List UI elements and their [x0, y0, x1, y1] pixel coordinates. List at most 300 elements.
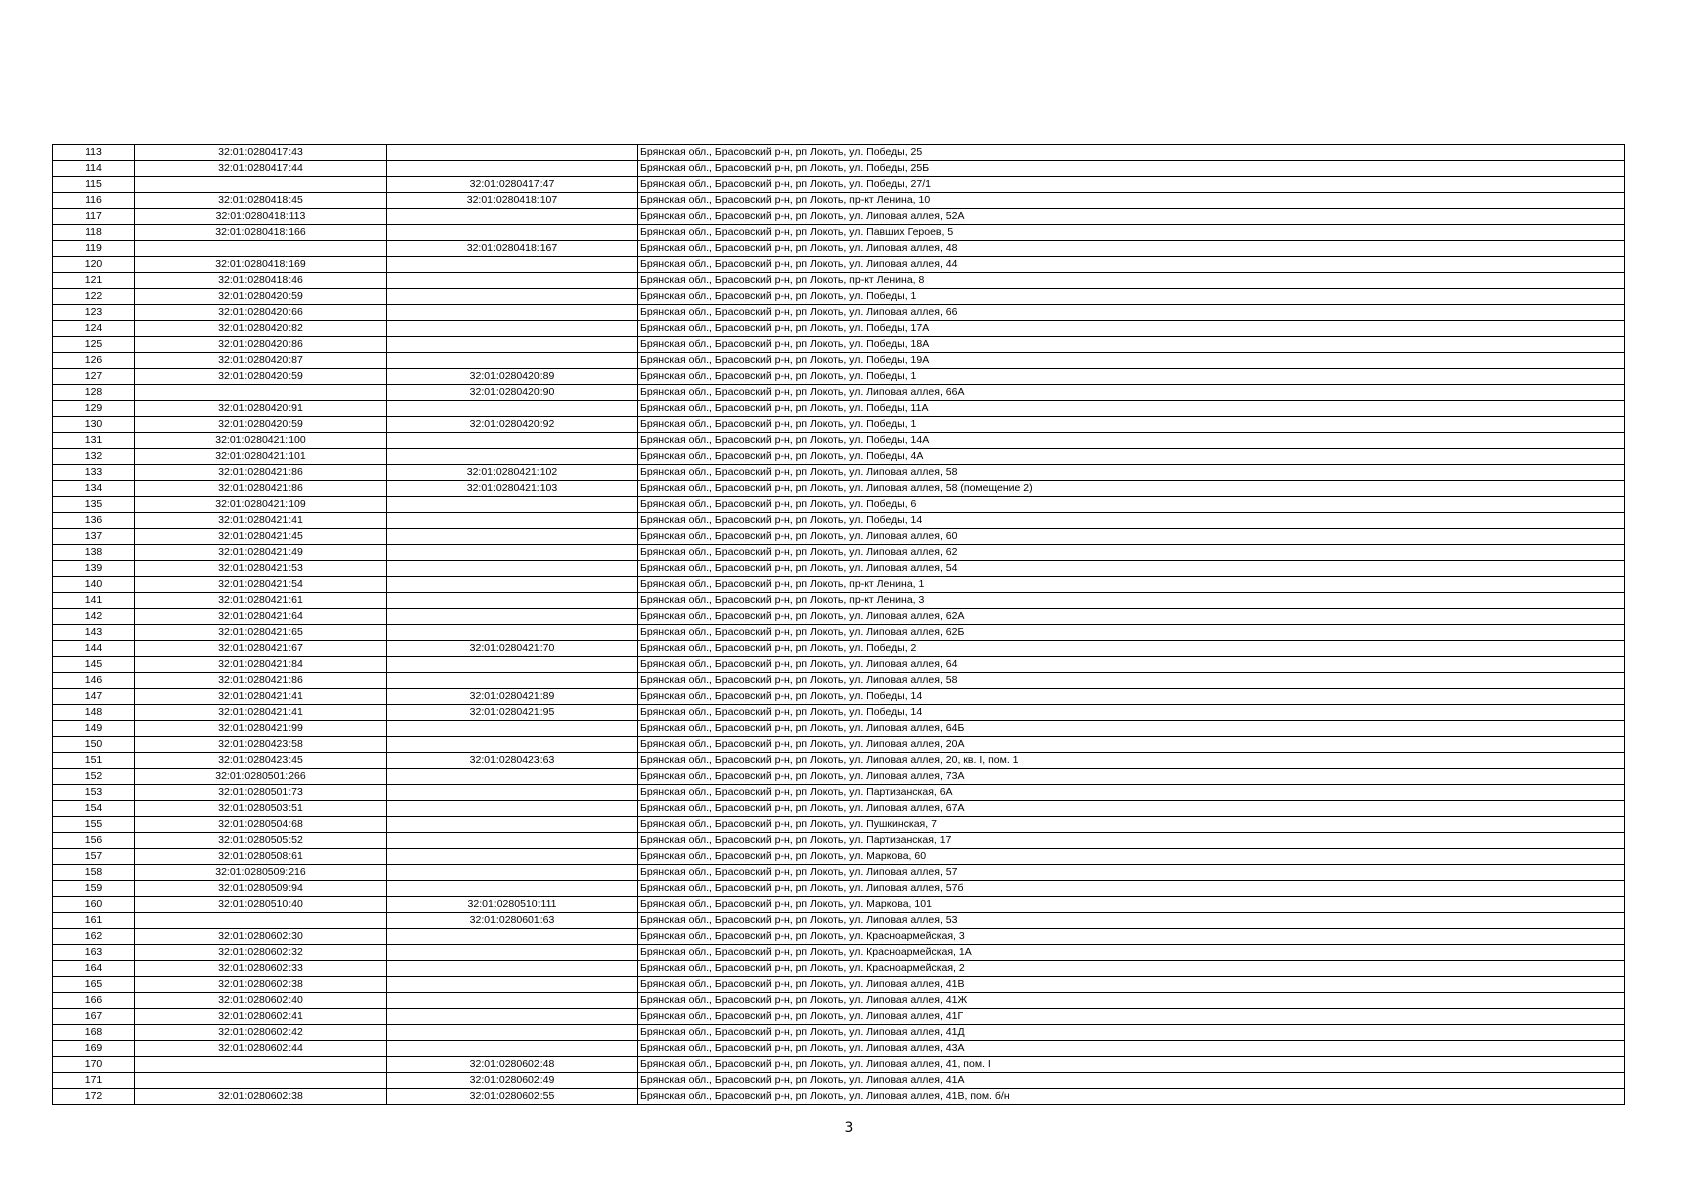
- address-cell: Брянская обл., Брасовский р-н, рп Локоть, ул. Красноармейская, 3: [638, 929, 1625, 945]
- land-plot-cadastral-number-cell: 32:01:0280421:61: [135, 593, 387, 609]
- building-cadastral-number-cell: [387, 849, 638, 865]
- table-row: [53, 769, 1625, 785]
- table-row: [53, 945, 1625, 961]
- row-number-cell: 140: [53, 577, 135, 593]
- table-row: [53, 1073, 1625, 1089]
- building-cadastral-number-cell: [387, 433, 638, 449]
- address-cell: Брянская обл., Брасовский р-н, рп Локоть, ул. Липовая аллея, 57б: [638, 881, 1625, 897]
- address-cell: Брянская обл., Брасовский р-н, рп Локоть, ул. Победы, 14: [638, 513, 1625, 529]
- land-plot-cadastral-number-cell: 32:01:0280421:109: [135, 497, 387, 513]
- address-cell: Брянская обл., Брасовский р-н, рп Локоть, ул. Липовая аллея, 58: [638, 673, 1625, 689]
- building-cadastral-number-cell: 32:01:0280423:63: [387, 753, 638, 769]
- table-row: [53, 625, 1625, 641]
- address-cell: Брянская обл., Брасовский р-н, рп Локоть, ул. Липовая аллея, 41Г: [638, 1009, 1625, 1025]
- table-row: [53, 1025, 1625, 1041]
- building-cadastral-number-cell: [387, 609, 638, 625]
- table-row: [53, 801, 1625, 817]
- row-number-cell: 133: [53, 465, 135, 481]
- table-row: [53, 721, 1625, 737]
- row-number-cell: 123: [53, 305, 135, 321]
- table-row: [53, 257, 1625, 273]
- building-cadastral-number-cell: 32:01:0280421:103: [387, 481, 638, 497]
- land-plot-cadastral-number-cell: 32:01:0280602:42: [135, 1025, 387, 1041]
- building-cadastral-number-cell: 32:01:0280601:63: [387, 913, 638, 929]
- building-cadastral-number-cell: [387, 657, 638, 673]
- row-number-cell: 146: [53, 673, 135, 689]
- table-row: [53, 833, 1625, 849]
- table-row: [53, 577, 1625, 593]
- address-cell: Брянская обл., Брасовский р-н, рп Локоть, ул. Победы, 27/1: [638, 177, 1625, 193]
- land-plot-cadastral-number-cell: 32:01:0280420:91: [135, 401, 387, 417]
- building-cadastral-number-cell: [387, 337, 638, 353]
- table-body: [53, 145, 1625, 1105]
- land-plot-cadastral-number-cell: 32:01:0280508:61: [135, 849, 387, 865]
- row-number-cell: 143: [53, 625, 135, 641]
- address-cell: Брянская обл., Брасовский р-н, рп Локоть, ул. Победы, 1: [638, 289, 1625, 305]
- table-row: [53, 481, 1625, 497]
- row-number-cell: 148: [53, 705, 135, 721]
- table-row: [53, 849, 1625, 865]
- row-number-cell: 162: [53, 929, 135, 945]
- row-number-cell: 166: [53, 993, 135, 1009]
- table-row: [53, 641, 1625, 657]
- row-number-cell: 153: [53, 785, 135, 801]
- address-cell: Брянская обл., Брасовский р-н, рп Локоть, ул. Победы, 4А: [638, 449, 1625, 465]
- building-cadastral-number-cell: [387, 401, 638, 417]
- row-number-cell: 150: [53, 737, 135, 753]
- building-cadastral-number-cell: [387, 977, 638, 993]
- table-row: [53, 753, 1625, 769]
- building-cadastral-number-cell: [387, 257, 638, 273]
- address-cell: Брянская обл., Брасовский р-н, рп Локоть, ул. Липовая аллея, 62А: [638, 609, 1625, 625]
- row-number-cell: 168: [53, 1025, 135, 1041]
- address-cell: Брянская обл., Брасовский р-н, рп Локоть, ул. Липовая аллея, 66: [638, 305, 1625, 321]
- row-number-cell: 164: [53, 961, 135, 977]
- building-cadastral-number-cell: [387, 801, 638, 817]
- address-cell: Брянская обл., Брасовский р-н, рп Локоть, ул. Липовая аллея, 48: [638, 241, 1625, 257]
- address-cell: Брянская обл., Брасовский р-н, рп Локоть, ул. Победы, 1: [638, 369, 1625, 385]
- address-cell: Брянская обл., Брасовский р-н, рп Локоть, ул. Липовая аллея, 20, кв. I, пом. 1: [638, 753, 1625, 769]
- land-plot-cadastral-number-cell: [135, 1073, 387, 1089]
- table-row: [53, 817, 1625, 833]
- row-number-cell: 131: [53, 433, 135, 449]
- building-cadastral-number-cell: 32:01:0280417:47: [387, 177, 638, 193]
- land-plot-cadastral-number-cell: 32:01:0280504:68: [135, 817, 387, 833]
- building-cadastral-number-cell: 32:01:0280421:102: [387, 465, 638, 481]
- table-row: [53, 609, 1625, 625]
- building-cadastral-number-cell: [387, 945, 638, 961]
- building-cadastral-number-cell: [387, 865, 638, 881]
- land-plot-cadastral-number-cell: 32:01:0280421:86: [135, 481, 387, 497]
- table-row: [53, 1057, 1625, 1073]
- land-plot-cadastral-number-cell: 32:01:0280421:100: [135, 433, 387, 449]
- address-cell: Брянская обл., Брасовский р-н, рп Локоть, ул. Победы, 17А: [638, 321, 1625, 337]
- address-cell: Брянская обл., Брасовский р-н, рп Локоть, ул. Липовая аллея, 66А: [638, 385, 1625, 401]
- row-number-cell: 158: [53, 865, 135, 881]
- table-row: [53, 785, 1625, 801]
- land-plot-cadastral-number-cell: [135, 913, 387, 929]
- building-cadastral-number-cell: [387, 353, 638, 369]
- row-number-cell: 126: [53, 353, 135, 369]
- table-row: [53, 977, 1625, 993]
- address-cell: Брянская обл., Брасовский р-н, рп Локоть, ул. Липовая аллея, 43А: [638, 1041, 1625, 1057]
- address-cell: Брянская обл., Брасовский р-н, рп Локоть, ул. Липовая аллея, 41Ж: [638, 993, 1625, 1009]
- land-plot-cadastral-number-cell: 32:01:0280505:52: [135, 833, 387, 849]
- building-cadastral-number-cell: [387, 209, 638, 225]
- row-number-cell: 152: [53, 769, 135, 785]
- table-row: [53, 321, 1625, 337]
- land-plot-cadastral-number-cell: 32:01:0280421:67: [135, 641, 387, 657]
- row-number-cell: 120: [53, 257, 135, 273]
- land-plot-cadastral-number-cell: 32:01:0280417:43: [135, 145, 387, 161]
- table-row: [53, 401, 1625, 417]
- land-plot-cadastral-number-cell: 32:01:0280418:169: [135, 257, 387, 273]
- row-number-cell: 134: [53, 481, 135, 497]
- land-plot-cadastral-number-cell: 32:01:0280509:94: [135, 881, 387, 897]
- address-cell: Брянская обл., Брасовский р-н, рп Локоть, ул. Маркова, 101: [638, 897, 1625, 913]
- table-row: [53, 993, 1625, 1009]
- building-cadastral-number-cell: [387, 545, 638, 561]
- table-row: [53, 929, 1625, 945]
- table-row: [53, 865, 1625, 881]
- land-plot-cadastral-number-cell: 32:01:0280421:64: [135, 609, 387, 625]
- address-cell: Брянская обл., Брасовский р-н, рп Локоть, ул. Победы, 11А: [638, 401, 1625, 417]
- land-plot-cadastral-number-cell: 32:01:0280602:41: [135, 1009, 387, 1025]
- land-plot-cadastral-number-cell: 32:01:0280503:51: [135, 801, 387, 817]
- table-row: [53, 961, 1625, 977]
- table-row: [53, 561, 1625, 577]
- land-plot-cadastral-number-cell: 32:01:0280420:87: [135, 353, 387, 369]
- building-cadastral-number-cell: 32:01:0280418:167: [387, 241, 638, 257]
- table-row: [53, 337, 1625, 353]
- row-number-cell: 147: [53, 689, 135, 705]
- address-cell: Брянская обл., Брасовский р-н, рп Локоть, ул. Маркова, 60: [638, 849, 1625, 865]
- building-cadastral-number-cell: [387, 961, 638, 977]
- building-cadastral-number-cell: 32:01:0280602:48: [387, 1057, 638, 1073]
- building-cadastral-number-cell: [387, 305, 638, 321]
- row-number-cell: 132: [53, 449, 135, 465]
- address-cell: Брянская обл., Брасовский р-н, рп Локоть, пр-кт Ленина, 3: [638, 593, 1625, 609]
- land-plot-cadastral-number-cell: 32:01:0280501:73: [135, 785, 387, 801]
- row-number-cell: 156: [53, 833, 135, 849]
- building-cadastral-number-cell: [387, 1025, 638, 1041]
- address-cell: Брянская обл., Брасовский р-н, рп Локоть, ул. Липовая аллея, 64Б: [638, 721, 1625, 737]
- building-cadastral-number-cell: [387, 785, 638, 801]
- building-cadastral-number-cell: [387, 769, 638, 785]
- building-cadastral-number-cell: [387, 673, 638, 689]
- land-plot-cadastral-number-cell: 32:01:0280421:49: [135, 545, 387, 561]
- building-cadastral-number-cell: 32:01:0280420:92: [387, 417, 638, 433]
- address-cell: Брянская обл., Брасовский р-н, рп Локоть, ул. Липовая аллея, 73А: [638, 769, 1625, 785]
- land-plot-cadastral-number-cell: 32:01:0280420:59: [135, 289, 387, 305]
- land-plot-cadastral-number-cell: 32:01:0280417:44: [135, 161, 387, 177]
- cadastral-registry-table: [52, 144, 1625, 1105]
- building-cadastral-number-cell: [387, 529, 638, 545]
- land-plot-cadastral-number-cell: 32:01:0280602:33: [135, 961, 387, 977]
- row-number-cell: 165: [53, 977, 135, 993]
- table-row: [53, 273, 1625, 289]
- land-plot-cadastral-number-cell: 32:01:0280421:41: [135, 689, 387, 705]
- building-cadastral-number-cell: [387, 1041, 638, 1057]
- land-plot-cadastral-number-cell: 32:01:0280421:84: [135, 657, 387, 673]
- row-number-cell: 117: [53, 209, 135, 225]
- building-cadastral-number-cell: [387, 161, 638, 177]
- building-cadastral-number-cell: 32:01:0280421:70: [387, 641, 638, 657]
- table-row: [53, 737, 1625, 753]
- land-plot-cadastral-number-cell: [135, 241, 387, 257]
- row-number-cell: 115: [53, 177, 135, 193]
- building-cadastral-number-cell: [387, 625, 638, 641]
- building-cadastral-number-cell: [387, 225, 638, 241]
- row-number-cell: 154: [53, 801, 135, 817]
- address-cell: Брянская обл., Брасовский р-н, рп Локоть, ул. Липовая аллея, 62Б: [638, 625, 1625, 641]
- land-plot-cadastral-number-cell: 32:01:0280501:266: [135, 769, 387, 785]
- address-cell: Брянская обл., Брасовский р-н, рп Локоть, ул. Липовая аллея, 57: [638, 865, 1625, 881]
- building-cadastral-number-cell: [387, 145, 638, 161]
- land-plot-cadastral-number-cell: 32:01:0280602:44: [135, 1041, 387, 1057]
- address-cell: Брянская обл., Брасовский р-н, рп Локоть, ул. Липовая аллея, 67А: [638, 801, 1625, 817]
- building-cadastral-number-cell: [387, 513, 638, 529]
- address-cell: Брянская обл., Брасовский р-н, рп Локоть, ул. Победы, 14: [638, 689, 1625, 705]
- row-number-cell: 135: [53, 497, 135, 513]
- row-number-cell: 163: [53, 945, 135, 961]
- row-number-cell: 125: [53, 337, 135, 353]
- land-plot-cadastral-number-cell: 32:01:0280602:30: [135, 929, 387, 945]
- row-number-cell: 130: [53, 417, 135, 433]
- address-cell: Брянская обл., Брасовский р-н, рп Локоть, ул. Липовая аллея, 58: [638, 465, 1625, 481]
- building-cadastral-number-cell: 32:01:0280602:55: [387, 1089, 638, 1105]
- row-number-cell: 149: [53, 721, 135, 737]
- row-number-cell: 142: [53, 609, 135, 625]
- address-cell: Брянская обл., Брасовский р-н, рп Локоть, ул. Пушкинская, 7: [638, 817, 1625, 833]
- address-cell: Брянская обл., Брасовский р-н, рп Локоть, ул. Липовая аллея, 41В: [638, 977, 1625, 993]
- land-plot-cadastral-number-cell: 32:01:0280602:32: [135, 945, 387, 961]
- row-number-cell: 116: [53, 193, 135, 209]
- table-row: [53, 529, 1625, 545]
- row-number-cell: 157: [53, 849, 135, 865]
- building-cadastral-number-cell: [387, 273, 638, 289]
- table-row: [53, 177, 1625, 193]
- address-cell: Брянская обл., Брасовский р-н, рп Локоть, ул. Липовая аллея, 64: [638, 657, 1625, 673]
- table-row: [53, 289, 1625, 305]
- address-cell: Брянская обл., Брасовский р-н, рп Локоть, ул. Победы, 18А: [638, 337, 1625, 353]
- table-row: [53, 161, 1625, 177]
- table-row: [53, 497, 1625, 513]
- building-cadastral-number-cell: [387, 449, 638, 465]
- table-row: [53, 385, 1625, 401]
- address-cell: Брянская обл., Брасовский р-н, рп Локоть, ул. Липовая аллея, 20А: [638, 737, 1625, 753]
- address-cell: Брянская обл., Брасовский р-н, рп Локоть, пр-кт Ленина, 10: [638, 193, 1625, 209]
- address-cell: Брянская обл., Брасовский р-н, рп Локоть, ул. Победы, 14А: [638, 433, 1625, 449]
- building-cadastral-number-cell: [387, 1009, 638, 1025]
- table-row: [53, 593, 1625, 609]
- land-plot-cadastral-number-cell: 32:01:0280420:86: [135, 337, 387, 353]
- address-cell: Брянская обл., Брасовский р-н, рп Локоть, ул. Партизанская, 17: [638, 833, 1625, 849]
- land-plot-cadastral-number-cell: 32:01:0280423:58: [135, 737, 387, 753]
- address-cell: Брянская обл., Брасовский р-н, рп Локоть, ул. Победы, 25: [638, 145, 1625, 161]
- land-plot-cadastral-number-cell: 32:01:0280418:45: [135, 193, 387, 209]
- row-number-cell: 167: [53, 1009, 135, 1025]
- table-row: [53, 209, 1625, 225]
- address-cell: Брянская обл., Брасовский р-н, рп Локоть, пр-кт Ленина, 8: [638, 273, 1625, 289]
- address-cell: Брянская обл., Брасовский р-н, рп Локоть, ул. Липовая аллея, 54: [638, 561, 1625, 577]
- address-cell: Брянская обл., Брасовский р-н, рп Локоть, ул. Липовая аллея, 41, пом. I: [638, 1057, 1625, 1073]
- table-row: [53, 705, 1625, 721]
- address-cell: Брянская обл., Брасовский р-н, рп Локоть, пр-кт Ленина, 1: [638, 577, 1625, 593]
- address-cell: Брянская обл., Брасовский р-н, рп Локоть, ул. Липовая аллея, 60: [638, 529, 1625, 545]
- land-plot-cadastral-number-cell: 32:01:0280421:101: [135, 449, 387, 465]
- table-row: [53, 369, 1625, 385]
- table-row: [53, 1089, 1625, 1105]
- building-cadastral-number-cell: [387, 561, 638, 577]
- table-row: [53, 465, 1625, 481]
- table-row: [53, 545, 1625, 561]
- row-number-cell: 137: [53, 529, 135, 545]
- building-cadastral-number-cell: 32:01:0280510:111: [387, 897, 638, 913]
- address-cell: Брянская обл., Брасовский р-н, рп Локоть, ул. Липовая аллея, 52А: [638, 209, 1625, 225]
- land-plot-cadastral-number-cell: 32:01:0280421:86: [135, 465, 387, 481]
- building-cadastral-number-cell: [387, 721, 638, 737]
- address-cell: Брянская обл., Брасовский р-н, рп Локоть, ул. Липовая аллея, 53: [638, 913, 1625, 929]
- row-number-cell: 114: [53, 161, 135, 177]
- land-plot-cadastral-number-cell: 32:01:0280602:38: [135, 1089, 387, 1105]
- row-number-cell: 151: [53, 753, 135, 769]
- land-plot-cadastral-number-cell: 32:01:0280420:59: [135, 369, 387, 385]
- row-number-cell: 169: [53, 1041, 135, 1057]
- table-row: [53, 433, 1625, 449]
- row-number-cell: 113: [53, 145, 135, 161]
- row-number-cell: 121: [53, 273, 135, 289]
- land-plot-cadastral-number-cell: [135, 177, 387, 193]
- row-number-cell: 171: [53, 1073, 135, 1089]
- building-cadastral-number-cell: [387, 289, 638, 305]
- address-cell: Брянская обл., Брасовский р-н, рп Локоть, ул. Победы, 2: [638, 641, 1625, 657]
- land-plot-cadastral-number-cell: 32:01:0280418:113: [135, 209, 387, 225]
- row-number-cell: 144: [53, 641, 135, 657]
- building-cadastral-number-cell: [387, 497, 638, 513]
- land-plot-cadastral-number-cell: [135, 385, 387, 401]
- land-plot-cadastral-number-cell: 32:01:0280421:86: [135, 673, 387, 689]
- table-row: [53, 673, 1625, 689]
- row-number-cell: 129: [53, 401, 135, 417]
- row-number-cell: 161: [53, 913, 135, 929]
- row-number-cell: 155: [53, 817, 135, 833]
- table-row: [53, 657, 1625, 673]
- land-plot-cadastral-number-cell: 32:01:0280420:82: [135, 321, 387, 337]
- land-plot-cadastral-number-cell: 32:01:0280421:65: [135, 625, 387, 641]
- address-cell: Брянская обл., Брасовский р-н, рп Локоть, ул. Липовая аллея, 41А: [638, 1073, 1625, 1089]
- row-number-cell: 159: [53, 881, 135, 897]
- building-cadastral-number-cell: [387, 321, 638, 337]
- row-number-cell: 139: [53, 561, 135, 577]
- building-cadastral-number-cell: [387, 817, 638, 833]
- row-number-cell: 118: [53, 225, 135, 241]
- table-row: [53, 1041, 1625, 1057]
- building-cadastral-number-cell: [387, 993, 638, 1009]
- land-plot-cadastral-number-cell: 32:01:0280420:66: [135, 305, 387, 321]
- row-number-cell: 127: [53, 369, 135, 385]
- land-plot-cadastral-number-cell: 32:01:0280423:45: [135, 753, 387, 769]
- building-cadastral-number-cell: 32:01:0280420:89: [387, 369, 638, 385]
- building-cadastral-number-cell: 32:01:0280421:95: [387, 705, 638, 721]
- address-cell: Брянская обл., Брасовский р-н, рп Локоть, ул. Павших Героев, 5: [638, 225, 1625, 241]
- table-row: [53, 145, 1625, 161]
- address-cell: Брянская обл., Брасовский р-н, рп Локоть, ул. Липовая аллея, 58 (помещение 2): [638, 481, 1625, 497]
- building-cadastral-number-cell: 32:01:0280420:90: [387, 385, 638, 401]
- table-row: [53, 225, 1625, 241]
- table-row: [53, 1009, 1625, 1025]
- land-plot-cadastral-number-cell: 32:01:0280421:54: [135, 577, 387, 593]
- address-cell: Брянская обл., Брасовский р-н, рп Локоть, ул. Липовая аллея, 62: [638, 545, 1625, 561]
- row-number-cell: 136: [53, 513, 135, 529]
- page-number: 3: [844, 1120, 854, 1136]
- land-plot-cadastral-number-cell: 32:01:0280602:40: [135, 993, 387, 1009]
- land-plot-cadastral-number-cell: 32:01:0280421:45: [135, 529, 387, 545]
- table-row: [53, 689, 1625, 705]
- land-plot-cadastral-number-cell: 32:01:0280421:99: [135, 721, 387, 737]
- land-plot-cadastral-number-cell: 32:01:0280421:41: [135, 513, 387, 529]
- table-row: [53, 449, 1625, 465]
- land-plot-cadastral-number-cell: 32:01:0280421:41: [135, 705, 387, 721]
- land-plot-cadastral-number-cell: 32:01:0280418:166: [135, 225, 387, 241]
- table-row: [53, 913, 1625, 929]
- row-number-cell: 124: [53, 321, 135, 337]
- address-cell: Брянская обл., Брасовский р-н, рп Локоть, ул. Победы, 6: [638, 497, 1625, 513]
- table-row: [53, 305, 1625, 321]
- building-cadastral-number-cell: 32:01:0280421:89: [387, 689, 638, 705]
- building-cadastral-number-cell: [387, 929, 638, 945]
- address-cell: Брянская обл., Брасовский р-н, рп Локоть, ул. Липовая аллея, 41Д: [638, 1025, 1625, 1041]
- address-cell: Брянская обл., Брасовский р-н, рп Локоть, ул. Липовая аллея, 44: [638, 257, 1625, 273]
- building-cadastral-number-cell: [387, 593, 638, 609]
- address-cell: Брянская обл., Брасовский р-н, рп Локоть, ул. Победы, 1: [638, 417, 1625, 433]
- address-cell: Брянская обл., Брасовский р-н, рп Локоть, ул. Победы, 25Б: [638, 161, 1625, 177]
- building-cadastral-number-cell: [387, 577, 638, 593]
- row-number-cell: 172: [53, 1089, 135, 1105]
- row-number-cell: 138: [53, 545, 135, 561]
- address-cell: Брянская обл., Брасовский р-н, рп Локоть, ул. Победы, 19А: [638, 353, 1625, 369]
- land-plot-cadastral-number-cell: 32:01:0280602:38: [135, 977, 387, 993]
- address-cell: Брянская обл., Брасовский р-н, рп Локоть, ул. Партизанская, 6А: [638, 785, 1625, 801]
- table-row: [53, 513, 1625, 529]
- building-cadastral-number-cell: 32:01:0280418:107: [387, 193, 638, 209]
- row-number-cell: 122: [53, 289, 135, 305]
- row-number-cell: 119: [53, 241, 135, 257]
- land-plot-cadastral-number-cell: 32:01:0280420:59: [135, 417, 387, 433]
- address-cell: Брянская обл., Брасовский р-н, рп Локоть, ул. Красноармейская, 2: [638, 961, 1625, 977]
- table-row: [53, 353, 1625, 369]
- building-cadastral-number-cell: [387, 881, 638, 897]
- table-row: [53, 241, 1625, 257]
- table-row: [53, 881, 1625, 897]
- building-cadastral-number-cell: [387, 833, 638, 849]
- land-plot-cadastral-number-cell: 32:01:0280418:46: [135, 273, 387, 289]
- row-number-cell: 145: [53, 657, 135, 673]
- row-number-cell: 160: [53, 897, 135, 913]
- land-plot-cadastral-number-cell: 32:01:0280509:216: [135, 865, 387, 881]
- land-plot-cadastral-number-cell: 32:01:0280510:40: [135, 897, 387, 913]
- row-number-cell: 141: [53, 593, 135, 609]
- land-plot-cadastral-number-cell: [135, 1057, 387, 1073]
- row-number-cell: 128: [53, 385, 135, 401]
- building-cadastral-number-cell: [387, 737, 638, 753]
- row-number-cell: 170: [53, 1057, 135, 1073]
- land-plot-cadastral-number-cell: 32:01:0280421:53: [135, 561, 387, 577]
- table-row: [53, 193, 1625, 209]
- building-cadastral-number-cell: 32:01:0280602:49: [387, 1073, 638, 1089]
- table-row: [53, 417, 1625, 433]
- address-cell: Брянская обл., Брасовский р-н, рп Локоть, ул. Победы, 14: [638, 705, 1625, 721]
